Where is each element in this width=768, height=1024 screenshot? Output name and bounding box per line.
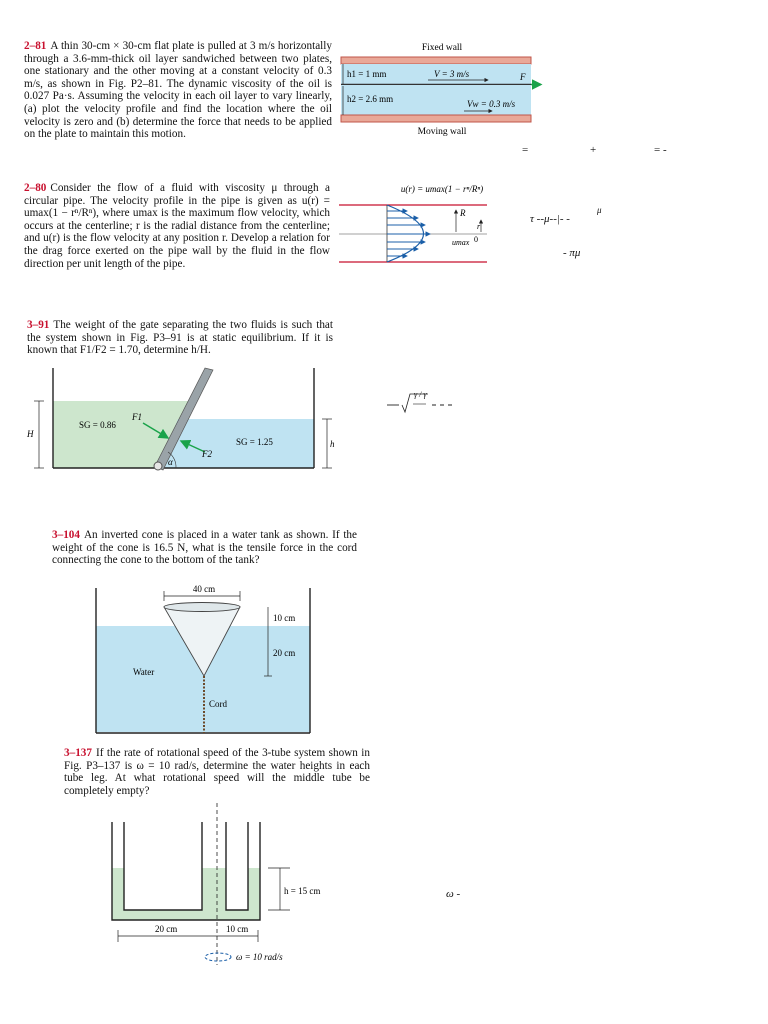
problem-text: The weight of the gate separating the two fluids is such that the system shown in Fig. P3–91 is at static equilibrium. If it is known that F1/F2 = 1.70, determine h/H. [27, 319, 333, 357]
zero-label: 0 [474, 235, 478, 244]
right-distance-label: 10 cm [226, 924, 249, 934]
stray-sqrt-text: γ / γ [414, 390, 427, 399]
fixed-wall [341, 57, 531, 64]
figure-rotating-tubes [112, 803, 320, 965]
problem-number: 2–81 [24, 40, 47, 52]
velocity-profile [387, 205, 424, 262]
stray-mu: μ [597, 205, 602, 215]
h2-label: h2 = 2.6 mm [347, 94, 394, 104]
problem-text: If the rate of rotational speed of the 3-tube system shown in Fig. P3–137 is ω = 10 rad/s, determine the water heights in each tube leg. At what rotational speed will the middle tube be completely empty? [64, 747, 370, 797]
umax-label: umax [452, 238, 470, 247]
radius-label: R [460, 208, 466, 218]
height-H-label: H [27, 429, 34, 439]
fixed-wall-label: Fixed wall [421, 43, 463, 53]
figure-oil-plates [341, 43, 541, 137]
sg-left-label: SG = 0.86 [79, 420, 116, 430]
stray-omega: ω - [446, 888, 461, 900]
problem-number: 3–91 [27, 319, 50, 331]
problem-text: Consider the flow of a fluid with viscosity μ through a circular pipe. The velocity profile in the pipe is given as u(r) = umax(1 − rⁿ/Rⁿ), where umax is the maximum flow velocity, which occurs at the centerline; r is the radial distance from the centerline; and u(r) is the flow velocity at any position r. Develop a relation for the drag force exerted on the pipe wall by the fluid in the flow direction per unit length of the pipe. [24, 182, 330, 270]
hinge [154, 462, 162, 470]
cone-above-label: 10 cm [273, 613, 296, 623]
figure-pipe-flow [339, 184, 487, 262]
f1-label: F1 [132, 412, 142, 422]
problem-number: 3–104 [52, 529, 80, 541]
stray-tau: τ --μ--|- - [530, 213, 570, 225]
cone-depth-label: 20 cm [273, 648, 296, 658]
cone-width-label: 40 cm [192, 584, 216, 594]
r-label: r [477, 222, 481, 231]
velocity-equation: u(r) = umax(1 − rⁿ/Rⁿ) [400, 184, 484, 194]
figure-gate [26, 368, 335, 470]
f2-label: F2 [202, 449, 212, 459]
problem-number: 3–137 [64, 747, 92, 759]
force-label: F [520, 72, 526, 82]
stray-eq-1: = [522, 144, 529, 156]
left-distance-label: 20 cm [155, 924, 178, 934]
problem-text: An inverted cone is placed in a water tank as shown. If the weight of the cone is 16.5 N, what is the tensile force in the cord connecting the cone to the bottom of the tank? [52, 529, 357, 567]
h1-label: h1 = 1 mm [347, 69, 387, 79]
moving-wall [341, 115, 531, 122]
water-label: Water [133, 667, 155, 677]
plate-velocity-label: V = 3 m/s [434, 69, 470, 79]
rotation-arrow [205, 953, 231, 961]
height-h-label: h [330, 439, 335, 449]
cord-label: Cord [209, 699, 227, 709]
problem-number: 2–80 [24, 182, 47, 194]
moving-wall-label: Moving wall [417, 127, 467, 137]
water-in-tubes [112, 868, 260, 920]
figure-cone-tank [96, 584, 310, 733]
wall-velocity-label: Vw = 0.3 m/s [467, 99, 516, 109]
stray-plus: + [590, 144, 597, 156]
stray-pimu: - πμ [563, 247, 581, 259]
stray-eq-2: = - [654, 144, 667, 156]
omega-label: ω = 10 rad/s [236, 952, 283, 962]
problem-text: A thin 30-cm × 30-cm flat plate is pulled at 3 m/s horizontally through a 3.6-mm-thick oil layer sandwiched between two plates, one stationary and the other moving at a constant velocity of 0.3 m/s, as shown in Fig. P2–81. The dynamic viscosity of the oil is 0.027 Pa·s. Assuming the velocity in each oil layer to vary linearly, (a) plot the velocity profile and find the location where the oil velocity is zero and (b) determine the force that needs to be applied on the plate to maintain this motion. [24, 40, 332, 141]
sg-right-label: SG = 1.25 [236, 437, 273, 447]
alpha-label: α [168, 457, 173, 467]
tube-height-label: h = 15 cm [284, 886, 321, 896]
